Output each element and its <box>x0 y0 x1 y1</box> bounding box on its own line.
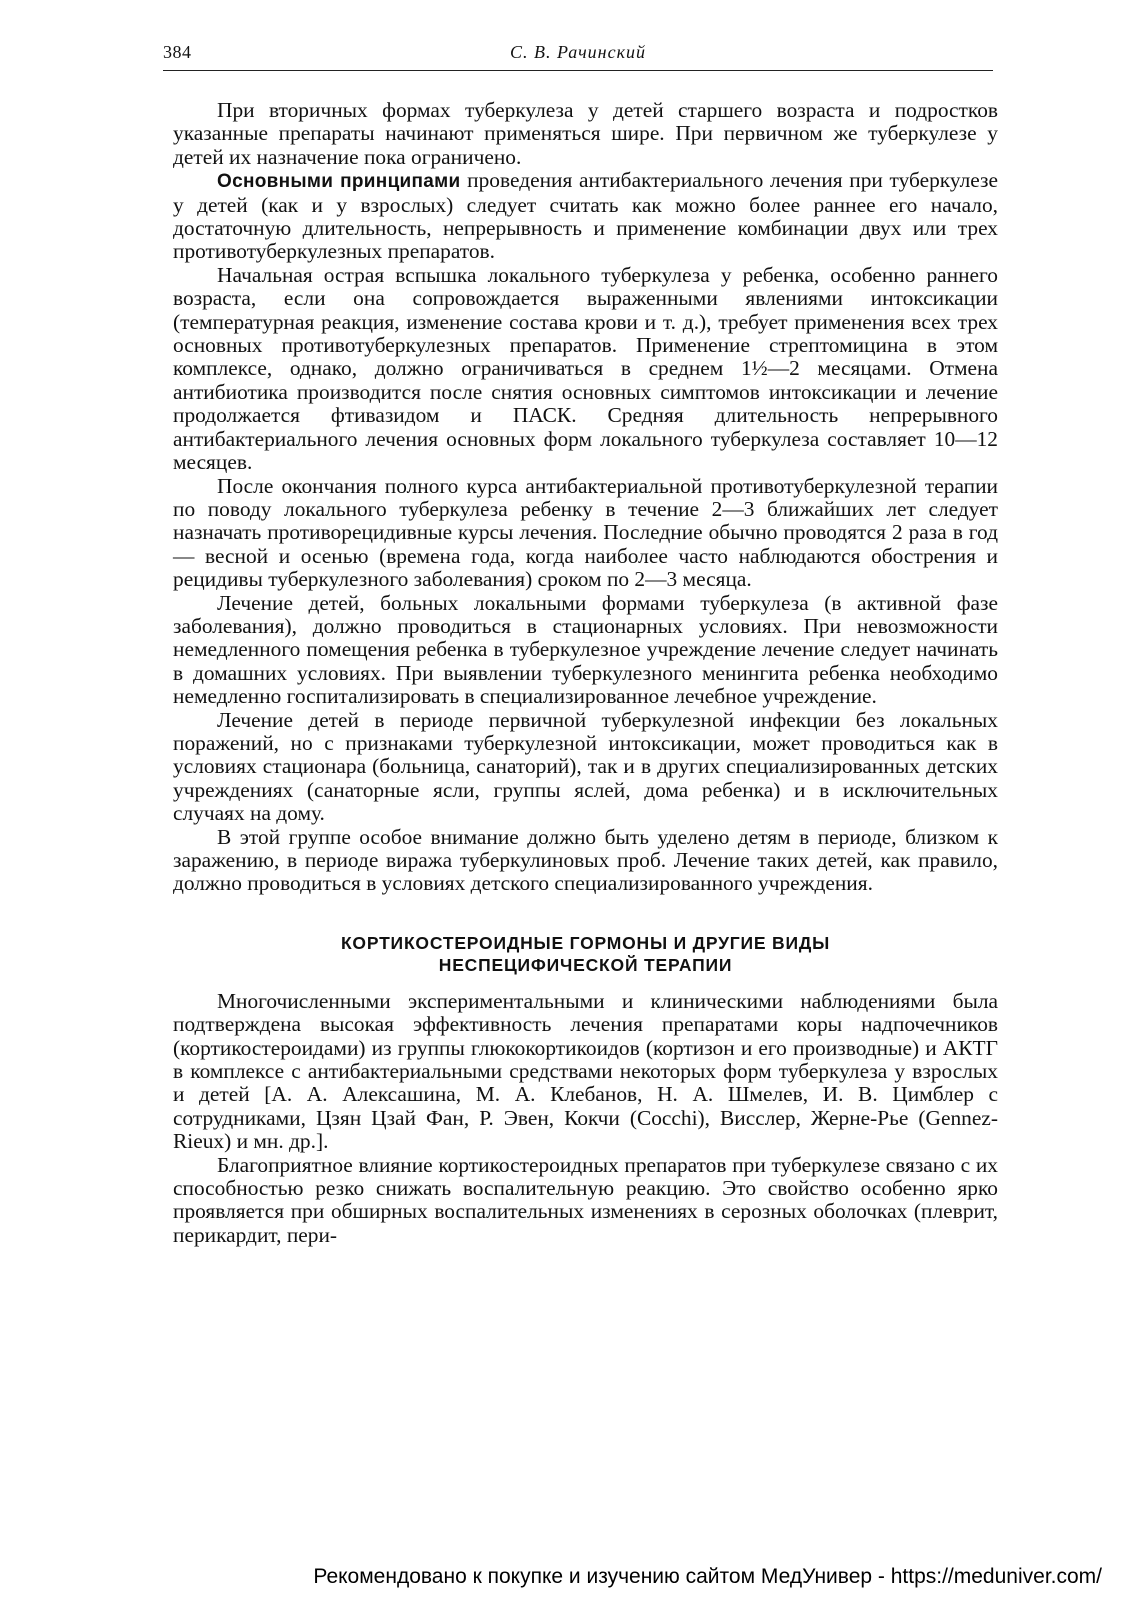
paragraph: В этой группе особое внимание должно быть уделено детям в периоде, близком к заражению, в периоде виража туберкулиновых проб. Лечение таких детей, как правило, должно проводиться в условиях детского специализированного учреждения. <box>173 824 998 896</box>
bold-lead-phrase: Основными принципами <box>217 171 461 193</box>
section-heading-line: КОРТИКОСТЕРОИДНЫЕ ГОРМОНЫ И ДРУГИЕ ВИДЫ <box>340 932 831 953</box>
paragraph: Лечение детей, больных локальными формами туберкулеза (в активной фазе заболевания), должно проводиться в стационарных условиях. При невозможности немедленного помещения ребенка в туберкулезное учреждение лечение следует начинать в домашних условиях. При выявлении туберкулезного менингита ребенка необходимо немедленно госпитализировать в специализированное лечебное учреждение. <box>173 590 998 709</box>
paragraph: Благоприятное влияние кортикостероидных препаратов при туберкулезе связано с их способностью резко снижать воспалительную реакцию. Это свойство особенно ярко проявляется при обширных воспалительных изменениях в серозных оболочках (плеврит, перикардит, пери- <box>173 1152 998 1247</box>
paragraph: После окончания полного курса антибактериальной противотуберкулезной терапии по поводу локального туберкулеза ребенку в течение 2—3 ближайших лет следует назначать противорецидивные курсы лечения. Последние обычно проводятся 2 раза в год — весной и осенью (времена года, когда наиболее часто наблюдаются обострения и рецидивы туберкулезного заболевания) сроком по 2—3 месяца. <box>173 473 998 592</box>
running-head: С. В. Рачинский <box>510 42 646 62</box>
page-header <box>163 40 993 71</box>
section-heading <box>173 932 998 976</box>
page-body <box>173 99 998 1247</box>
page-number: 384 <box>163 42 192 62</box>
paragraph: Основными принципами проведения антибактериального лечения при туберкулезе у детей (как и у взрослых) следует считать как можно более раннее его начало, достаточную длительность, непрерывность и применение комбинации двух или трех противотуберкулезных препаратов. <box>173 168 998 264</box>
paragraph: Лечение детей в периоде первичной туберкулезной инфекции без локальных поражений, но с признаками туберкулезной интоксикации, может проводиться как в условиях стационара (больница, санаторий), так и в других специализированных детских учреждениях (санаторные ясли, группы яслей, дома ребенка) и в исключительных случаях на дому. <box>173 707 998 826</box>
paragraph: При вторичных формах туберкулеза у детей старшего возраста и подростков указанные препараты начинают применяться шире. При первичном же туберкулезе у детей их назначение пока ограничено. <box>173 98 998 169</box>
paragraph: Начальная острая вспышка локального туберкулеза у ребенка, особенно раннего возраста, если она сопровождается выраженными явлениями интоксикации (температурная реакция, изменение состава крови и т. д.), требует применения всех трех основных противотуберкулезных препаратов. Применение стрептомицина в этом комплексе, однако, должно ограничиваться в среднем 1½—2 месяцами. Отмена антибиотика производится после снятия основных симптомов интоксикации и лечение продолжается фтивазидом и ПАСК. Средняя длительность непрерывного антибактериального лечения основных форм локального туберкулеза составляет 10—12 месяцев. <box>173 262 998 475</box>
footer-watermark: Рекомендовано к покупке и изучению сайтом МедУнивер - https://meduniver.com/ <box>313 1565 1102 1588</box>
section-heading-line: НЕСПЕЦИФИЧЕСКОЙ ТЕРАПИИ <box>438 954 733 975</box>
paragraph: Многочисленными экспериментальными и клиническими наблюдениями была подтверждена высокая эффективность лечения препаратами коры надпочечников (кортикостероидами) из группы глюкокортикоидов (кортизон и его производные) и АКТГ в комплексе с антибактериальными средствами некоторых форм туберкулеза у взрослых и детей [А. А. Алексашина, М. А. Клебанов, Н. А. Шмелев, И. В. Цимблер с сотрудниками, Цзян Цзай Фан, Р. Эвен, Кокчи (Cocchi), Висслер, Жерне-Рье (Gennez-Rieux) и мн. др.]. <box>173 988 998 1154</box>
